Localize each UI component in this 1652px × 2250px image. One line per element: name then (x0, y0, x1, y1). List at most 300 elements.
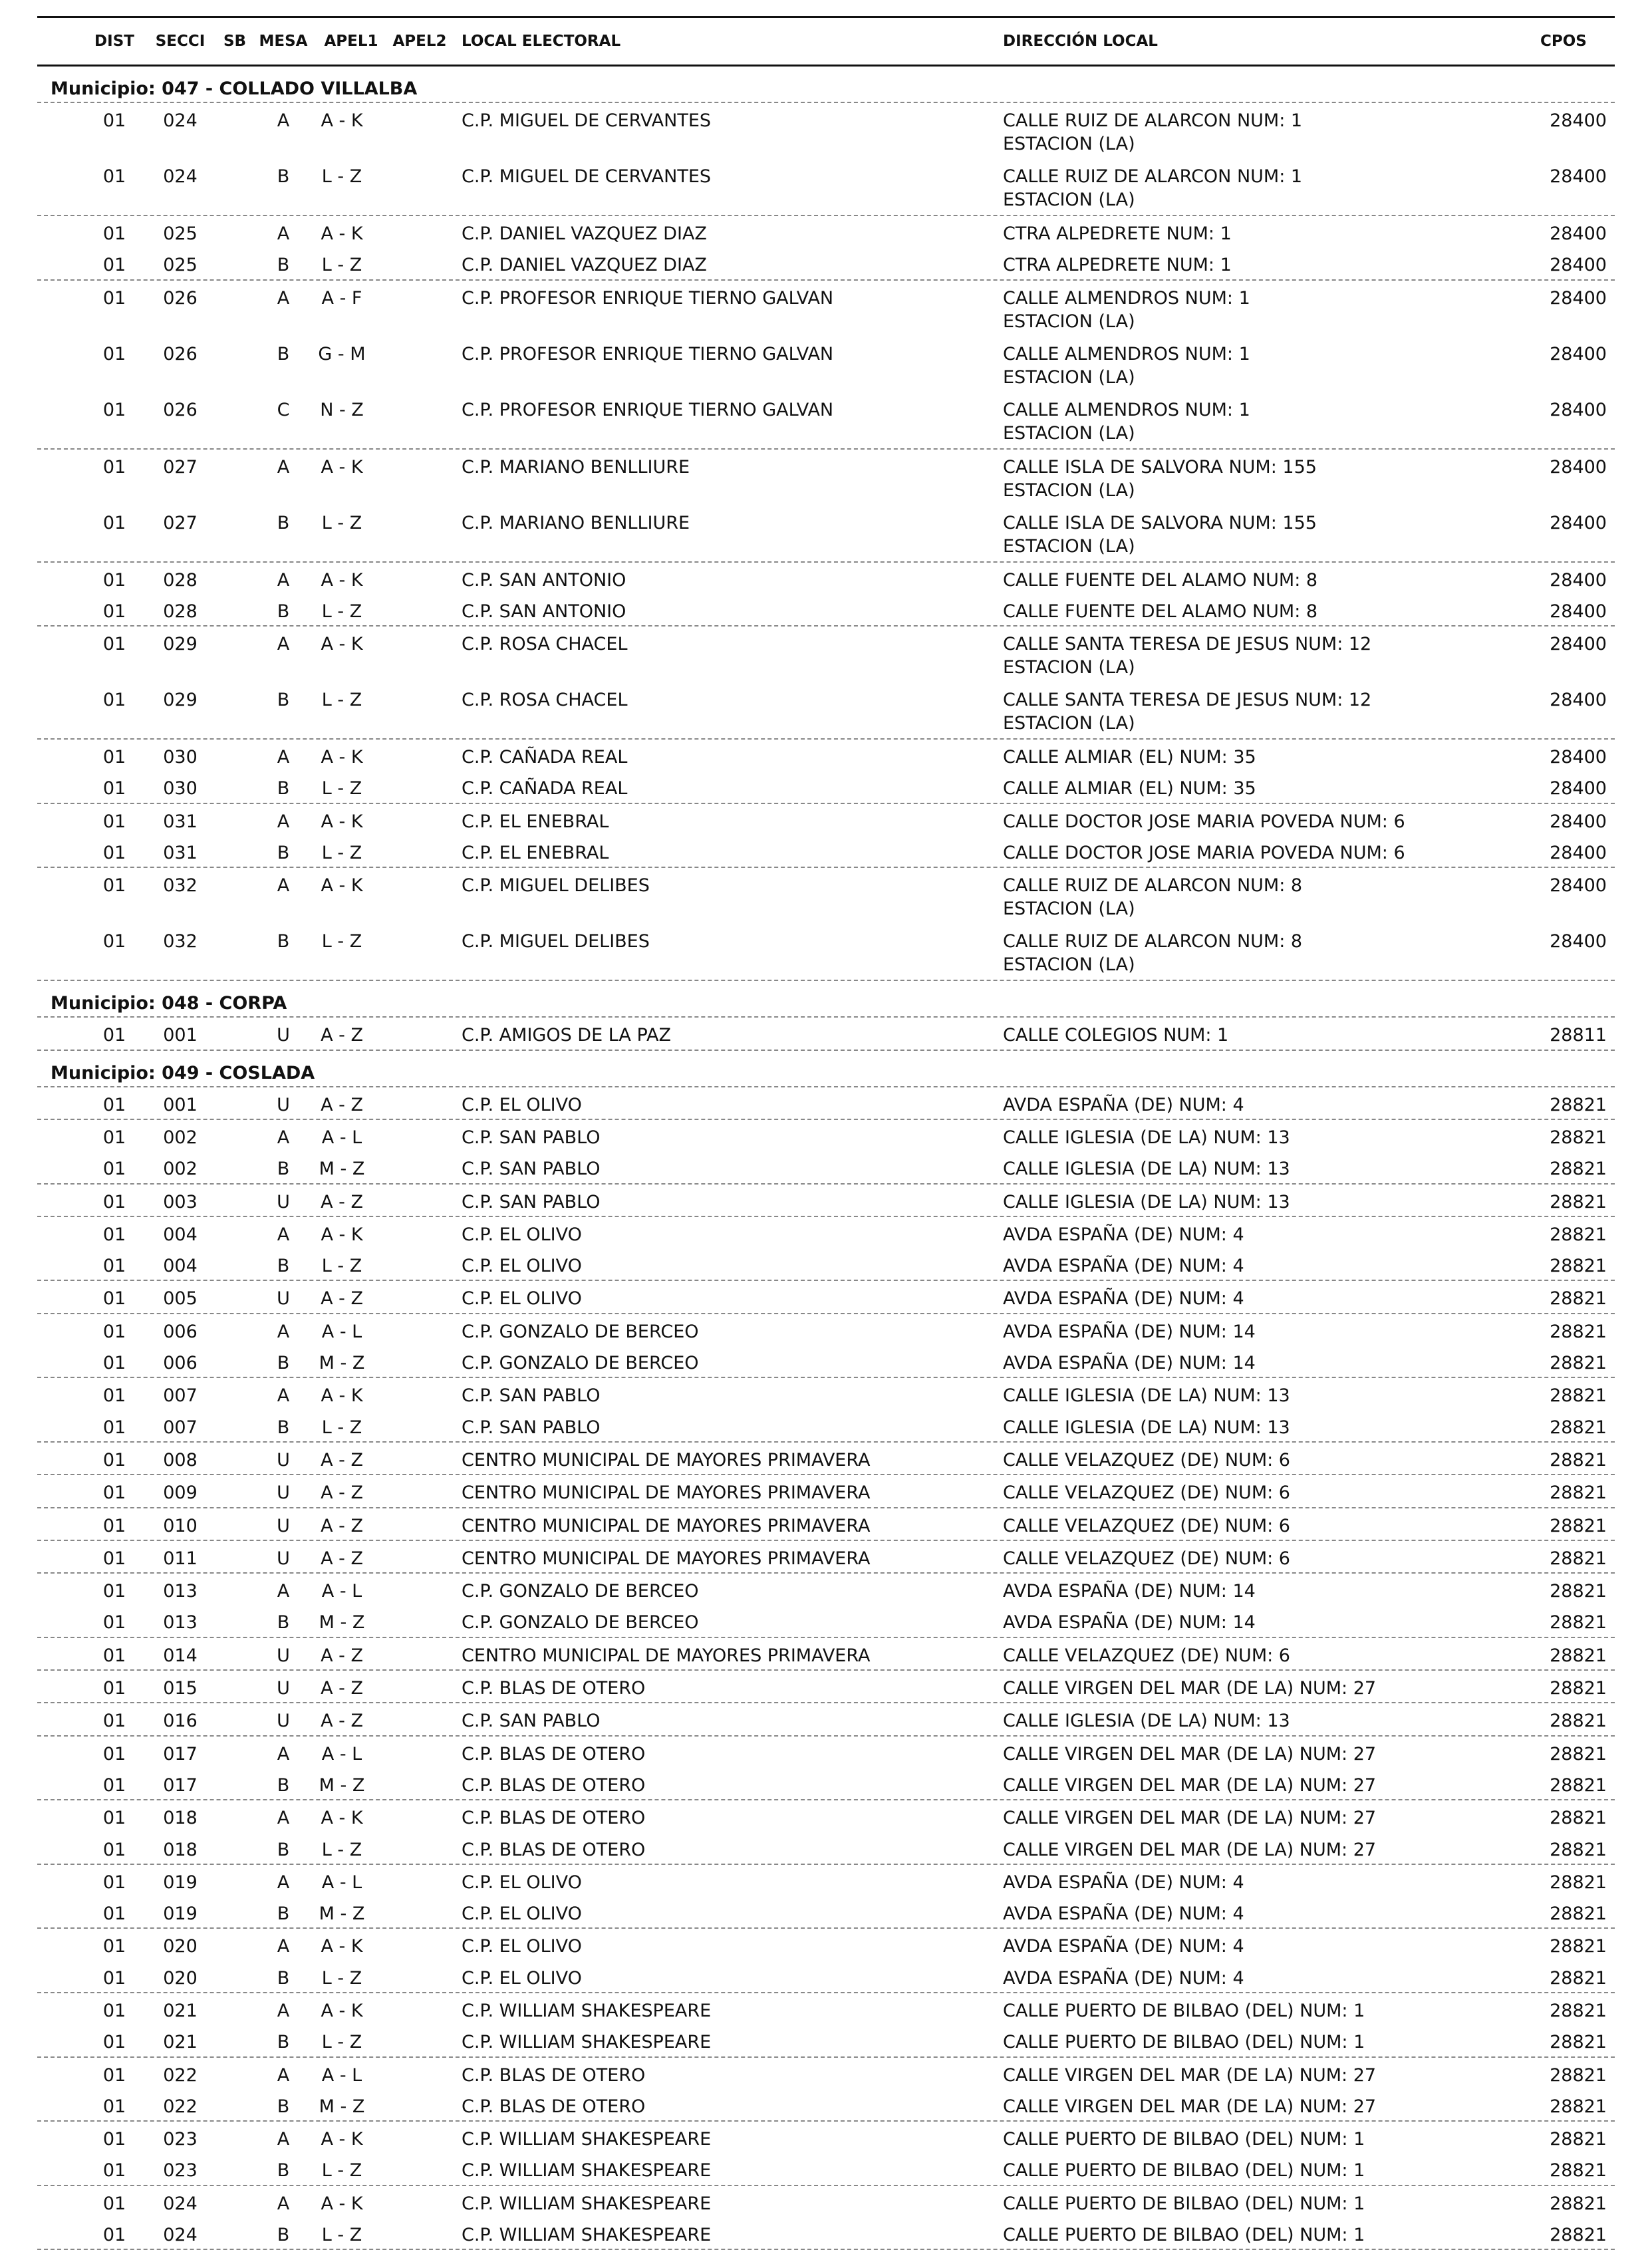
cell-cpos: 28821 (1550, 1774, 1607, 1796)
table-row (37, 804, 1615, 835)
table-row (37, 1248, 1615, 1281)
cell-mesa: A (277, 223, 290, 244)
cell-apel1: L - Z (321, 601, 362, 622)
table-row (37, 740, 1615, 771)
cell-secci: 001 (163, 1025, 198, 1046)
direccion-line: AVDA ESPAÑA (DE) NUM: 14 (1003, 1353, 1256, 1374)
cell-local: C.P. WILLIAM SHAKESPEARE (462, 2000, 712, 2021)
cell-secci: 019 (163, 1903, 198, 1925)
cell-direccion (1003, 1443, 1535, 1472)
cell-dist: 01 (102, 2225, 126, 2246)
cell-cpos: 28821 (1550, 1711, 1607, 1732)
cell-dist: 01 (102, 1872, 126, 1893)
table-row (37, 392, 1615, 450)
cell-apel1: A - K (321, 634, 363, 655)
cell-mesa: B (277, 1967, 290, 1989)
cell-mesa: U (277, 1482, 290, 1504)
table-row (37, 1443, 1615, 1475)
cell-cpos: 28821 (1550, 1936, 1607, 1957)
direccion-line: CALLE ALMIAR (EL) NUM: 35 (1003, 778, 1256, 799)
cell-direccion (1003, 563, 1535, 592)
cell-local: C.P. EL OLIVO (462, 1224, 582, 1245)
cell-dist: 01 (102, 223, 126, 244)
cell-apel1: A - L (321, 2064, 362, 2086)
cell-cpos: 28400 (1550, 601, 1607, 622)
table-row (37, 682, 1615, 740)
cell-dist: 01 (102, 255, 126, 276)
table-row (37, 1018, 1615, 1050)
cell-mesa: B (277, 1256, 290, 1277)
cell-direccion (1003, 1737, 1535, 1766)
direccion-line-2: ESTACION (LA) (1003, 480, 1135, 501)
direccion-line: CALLE VIRGEN DEL MAR (DE LA) NUM: 27 (1003, 1808, 1377, 1829)
table-row (37, 1703, 1615, 1736)
table-row (37, 159, 1615, 216)
cell-dist: 01 (102, 931, 126, 952)
table-row (37, 1541, 1615, 1574)
cell-local: C.P. EL OLIVO (462, 1094, 582, 1115)
direccion-line: CALLE VIRGEN DEL MAR (DE LA) NUM: 27 (1003, 2096, 1377, 2117)
cell-secci: 026 (163, 343, 198, 364)
cell-direccion (1003, 1345, 1535, 1375)
direccion-line: AVDA ESPAÑA (DE) NUM: 14 (1003, 1581, 1256, 1602)
cell-dist: 01 (102, 811, 126, 832)
cell-local: C.P. WILLIAM SHAKESPEARE (462, 2032, 712, 2053)
cell-local: C.P. EL OLIVO (462, 1936, 582, 1957)
cell-apel1: A - L (321, 1581, 362, 1602)
table-row (37, 450, 1615, 505)
header-direccion: DIRECCIÓN LOCAL (1003, 33, 1158, 50)
cell-direccion (1003, 1185, 1535, 1214)
cell-apel1: A - Z (321, 1025, 363, 1046)
cell-local: C.P. MARIANO BENLLIURE (462, 512, 690, 533)
cell-direccion (1003, 1410, 1535, 1439)
cell-direccion (1003, 2089, 1535, 2118)
cell-apel1: A - K (321, 2193, 363, 2214)
cell-direccion (1003, 1541, 1535, 1570)
cell-cpos: 28821 (1550, 1645, 1607, 1666)
cell-apel1: M - Z (319, 2096, 365, 2117)
municipio-heading (37, 67, 1615, 103)
cell-direccion (1003, 835, 1535, 865)
direccion-line: CALLE VELAZQUEZ (DE) NUM: 6 (1003, 1449, 1290, 1471)
table-row (37, 835, 1615, 868)
direccion-line: CALLE PUERTO DE BILBAO (DEL) NUM: 1 (1003, 2160, 1365, 2181)
cell-mesa: A (277, 456, 290, 478)
direccion-line: AVDA ESPAÑA (DE) NUM: 4 (1003, 1224, 1244, 1245)
cell-apel1: L - Z (321, 843, 362, 864)
cell-mesa: B (277, 2160, 290, 2181)
table-row (37, 1410, 1615, 1443)
cell-local: C.P. MIGUEL DELIBES (462, 931, 650, 952)
cell-dist: 01 (102, 634, 126, 655)
cell-mesa: C (277, 399, 290, 420)
cell-secci: 029 (163, 690, 198, 711)
cell-local: C.P. MIGUEL DE CERVANTES (462, 166, 712, 187)
cell-dist: 01 (102, 747, 126, 768)
header-sb: SB (223, 33, 247, 50)
cell-dist: 01 (102, 1548, 126, 1569)
cell-apel1: L - Z (321, 2160, 362, 2181)
direccion-line: CALLE VELAZQUEZ (DE) NUM: 6 (1003, 1645, 1290, 1666)
cell-cpos: 28821 (1550, 1353, 1607, 1374)
cell-local: C.P. BLAS DE OTERO (462, 1774, 646, 1796)
table-row (37, 1605, 1615, 1637)
cell-direccion (1003, 1896, 1535, 1925)
table-body (37, 67, 1615, 2250)
cell-local: C.P. BLAS DE OTERO (462, 2064, 646, 2086)
cell-local: C.P. EL OLIVO (462, 1967, 582, 1989)
table-row (37, 2153, 1615, 2185)
cell-mesa: A (277, 2129, 290, 2150)
cell-secci: 027 (163, 512, 198, 533)
cell-mesa: U (277, 1025, 290, 1046)
cell-apel1: L - Z (321, 2225, 362, 2246)
cell-local: C.P. SAN PABLO (462, 1191, 601, 1212)
cell-secci: 021 (163, 2032, 198, 2053)
cell-mesa: B (277, 1159, 290, 1180)
cell-dist: 01 (102, 1808, 126, 1829)
cell-local: C.P. SAN PABLO (462, 1711, 601, 1732)
cell-direccion (1003, 682, 1535, 735)
direccion-line: AVDA ESPAÑA (DE) NUM: 14 (1003, 1321, 1256, 1342)
cell-direccion (1003, 1671, 1535, 1700)
direccion-line: CALLE ALMIAR (EL) NUM: 35 (1003, 747, 1256, 768)
cell-mesa: B (277, 2225, 290, 2246)
cell-secci: 020 (163, 1967, 198, 1989)
cell-cpos: 28400 (1550, 343, 1607, 364)
cell-secci: 011 (163, 1548, 198, 1569)
cell-secci: 018 (163, 1839, 198, 1860)
cell-apel1: A - L (321, 1127, 362, 1148)
cell-secci: 008 (163, 1449, 198, 1471)
direccion-line-2: ESTACION (LA) (1003, 134, 1135, 154)
cell-cpos: 28821 (1550, 1094, 1607, 1115)
direccion-line: CALLE ISLA DE SALVORA NUM: 155 (1003, 512, 1317, 533)
table-row (37, 1508, 1615, 1541)
cell-local: C.P. DANIEL VAZQUEZ DIAZ (462, 255, 707, 276)
cell-secci: 018 (163, 1808, 198, 1829)
cell-direccion (1003, 804, 1535, 833)
cell-dist: 01 (102, 1417, 126, 1438)
cell-dist: 01 (102, 1515, 126, 1536)
table-row (37, 1217, 1615, 1248)
direccion-line: CALLE VIRGEN DEL MAR (DE LA) NUM: 27 (1003, 1774, 1377, 1796)
cell-direccion (1003, 2122, 1535, 2151)
table-row (37, 1345, 1615, 1378)
table-row (37, 563, 1615, 594)
direccion-line: CALLE RUIZ DE ALARCON NUM: 8 (1003, 931, 1303, 952)
cell-dist: 01 (102, 1612, 126, 1633)
cell-mesa: U (277, 1094, 290, 1115)
cell-apel1: A - K (321, 2129, 363, 2150)
cell-local: C.P. BLAS DE OTERO (462, 1808, 646, 1829)
cell-secci: 030 (163, 747, 198, 768)
cell-cpos: 28821 (1550, 2000, 1607, 2021)
cell-local: C.P. DANIEL VAZQUEZ DIAZ (462, 223, 707, 244)
cell-cpos: 28821 (1550, 1449, 1607, 1471)
direccion-line: CALLE IGLESIA (DE LA) NUM: 13 (1003, 1127, 1290, 1148)
cell-local: C.P. EL OLIVO (462, 1256, 582, 1277)
municipio-label: Municipio: 047 - COLLADO VILLALBA (51, 78, 418, 99)
cell-dist: 01 (102, 1224, 126, 1245)
cell-mesa: A (277, 875, 290, 897)
cell-apel1: A - Z (321, 1094, 363, 1115)
cell-cpos: 28821 (1550, 1224, 1607, 1245)
cell-apel1: L - Z (321, 512, 362, 533)
cell-apel1: A - F (321, 287, 362, 309)
direccion-line: CALLE ALMENDROS NUM: 1 (1003, 343, 1250, 364)
header-local: LOCAL ELECTORAL (462, 33, 621, 50)
cell-mesa: U (277, 1191, 290, 1212)
cell-apel1: A - K (321, 1224, 363, 1245)
direccion-line-2: ESTACION (LA) (1003, 657, 1135, 678)
cell-secci: 015 (163, 1678, 198, 1699)
cell-dist: 01 (102, 343, 126, 364)
municipio-label: Municipio: 048 - CORPA (51, 993, 287, 1014)
cell-dist: 01 (102, 1025, 126, 1046)
cell-secci: 004 (163, 1256, 198, 1277)
direccion-line: CALLE FUENTE DEL ALAMO NUM: 8 (1003, 601, 1318, 622)
cell-secci: 006 (163, 1321, 198, 1342)
cell-cpos: 28400 (1550, 569, 1607, 591)
cell-dist: 01 (102, 2000, 126, 2021)
direccion-line-2: ESTACION (LA) (1003, 713, 1135, 734)
cell-mesa: A (277, 1581, 290, 1602)
cell-cpos: 28400 (1550, 456, 1607, 478)
cell-secci: 022 (163, 2064, 198, 2086)
direccion-line: AVDA ESPAÑA (DE) NUM: 4 (1003, 1256, 1244, 1277)
cell-local: C.P. GONZALO DE BERCEO (462, 1612, 699, 1633)
cell-mesa: B (277, 1903, 290, 1925)
cell-mesa: B (277, 843, 290, 864)
cell-dist: 01 (102, 1094, 126, 1115)
table-row (37, 247, 1615, 280)
cell-cpos: 28821 (1550, 1808, 1607, 1829)
cell-direccion (1003, 1865, 1535, 1894)
cell-dist: 01 (102, 1385, 126, 1407)
direccion-line: CALLE PUERTO DE BILBAO (DEL) NUM: 1 (1003, 2000, 1365, 2021)
direccion-line: AVDA ESPAÑA (DE) NUM: 14 (1003, 1612, 1256, 1633)
cell-local: C.P. EL ENEBRAL (462, 843, 609, 864)
cell-mesa: U (277, 1711, 290, 1732)
cell-secci: 019 (163, 1872, 198, 1893)
direccion-line-2: ESTACION (LA) (1003, 422, 1135, 444)
cell-cpos: 28821 (1550, 1288, 1607, 1310)
cell-mesa: A (277, 1127, 290, 1148)
cell-secci: 013 (163, 1581, 198, 1602)
direccion-line: CALLE IGLESIA (DE LA) NUM: 13 (1003, 1417, 1290, 1438)
cell-dist: 01 (102, 1774, 126, 1796)
cell-direccion (1003, 627, 1535, 679)
cell-dist: 01 (102, 1127, 126, 1148)
cell-cpos: 28400 (1550, 811, 1607, 832)
cell-apel1: M - Z (319, 1903, 365, 1925)
direccion-line: CALLE VELAZQUEZ (DE) NUM: 6 (1003, 1548, 1290, 1569)
cell-dist: 01 (102, 2193, 126, 2214)
table-row (37, 924, 1615, 981)
cell-secci: 024 (163, 2193, 198, 2214)
direccion-line: CTRA ALPEDRETE NUM: 1 (1003, 255, 1232, 276)
cell-apel1: A - K (321, 1936, 363, 1957)
cell-mesa: U (277, 1515, 290, 1536)
cell-local: C.P. GONZALO DE BERCEO (462, 1321, 699, 1342)
cell-mesa: B (277, 778, 290, 799)
cell-secci: 028 (163, 569, 198, 591)
cell-apel1: A - K (321, 1385, 363, 1407)
direccion-line: AVDA ESPAÑA (DE) NUM: 4 (1003, 1872, 1244, 1893)
table-row (37, 2089, 1615, 2122)
direccion-line: CALLE PUERTO DE BILBAO (DEL) NUM: 1 (1003, 2129, 1365, 2150)
cell-local: C.P. GONZALO DE BERCEO (462, 1353, 699, 1374)
cell-dist: 01 (102, 1711, 126, 1732)
cell-secci: 001 (163, 1094, 198, 1115)
cell-direccion (1003, 216, 1535, 245)
cell-dist: 01 (102, 512, 126, 533)
table-row (37, 281, 1615, 337)
table-row (37, 216, 1615, 247)
cell-dist: 01 (102, 2160, 126, 2181)
direccion-line: CALLE IGLESIA (DE LA) NUM: 13 (1003, 1711, 1290, 1732)
cell-dist: 01 (102, 1936, 126, 1957)
cell-secci: 032 (163, 875, 198, 897)
cell-apel1: M - Z (319, 1159, 365, 1180)
cell-secci: 007 (163, 1385, 198, 1407)
cell-apel1: L - Z (321, 690, 362, 711)
cell-cpos: 28821 (1550, 1515, 1607, 1536)
cell-secci: 017 (163, 1743, 198, 1764)
cell-local: C.P. MIGUEL DE CERVANTES (462, 110, 712, 131)
cell-direccion (1003, 1574, 1535, 1603)
direccion-line: CALLE COLEGIOS NUM: 1 (1003, 1025, 1229, 1046)
cell-direccion (1003, 1217, 1535, 1246)
cell-apel1: A - K (321, 456, 363, 478)
cell-cpos: 28400 (1550, 255, 1607, 276)
table-row (37, 1737, 1615, 1768)
direccion-line: CALLE PUERTO DE BILBAO (DEL) NUM: 1 (1003, 2225, 1365, 2246)
table-row (37, 103, 1615, 159)
cell-apel1: A - L (321, 1321, 362, 1342)
header-apel2: APEL2 (392, 33, 447, 50)
cell-dist: 01 (102, 1159, 126, 1180)
table-row (37, 1574, 1615, 1605)
cell-local: C.P. CAÑADA REAL (462, 778, 628, 799)
cell-cpos: 28400 (1550, 931, 1607, 952)
cell-dist: 01 (102, 1645, 126, 1666)
cell-local: C.P. GONZALO DE BERCEO (462, 1581, 699, 1602)
cell-cpos: 28821 (1550, 1967, 1607, 1989)
cell-cpos: 28821 (1550, 1839, 1607, 1860)
cell-apel1: A - K (321, 811, 363, 832)
cell-local: C.P. PROFESOR ENRIQUE TIERNO GALVAN (462, 343, 834, 364)
cell-secci: 025 (163, 223, 198, 244)
cell-secci: 027 (163, 456, 198, 478)
cell-dist: 01 (102, 1743, 126, 1764)
direccion-line: AVDA ESPAÑA (DE) NUM: 4 (1003, 1967, 1244, 1989)
cell-mesa: A (277, 1872, 290, 1893)
cell-local: CENTRO MUNICIPAL DE MAYORES PRIMAVERA (462, 1515, 871, 1536)
cell-direccion (1003, 1638, 1535, 1667)
cell-apel1: A - L (321, 1743, 362, 1764)
cell-mesa: A (277, 811, 290, 832)
header-apel1: APEL1 (324, 33, 378, 50)
cell-local: CENTRO MUNICIPAL DE MAYORES PRIMAVERA (462, 1449, 871, 1471)
cell-cpos: 28821 (1550, 1321, 1607, 1342)
cell-direccion (1003, 868, 1535, 920)
cell-mesa: A (277, 2064, 290, 2086)
cell-local: C.P. BLAS DE OTERO (462, 1839, 646, 1860)
cell-mesa: B (277, 343, 290, 364)
cell-cpos: 28821 (1550, 1743, 1607, 1764)
table-row (37, 1314, 1615, 1345)
cell-direccion (1003, 159, 1535, 211)
cell-dist: 01 (102, 1482, 126, 1504)
cell-secci: 013 (163, 1612, 198, 1633)
cell-apel1: A - K (321, 875, 363, 897)
cell-apel1: A - Z (321, 1548, 363, 1569)
cell-local: C.P. BLAS DE OTERO (462, 2096, 646, 2117)
cell-dist: 01 (102, 690, 126, 711)
cell-secci: 024 (163, 166, 198, 187)
cell-secci: 010 (163, 1515, 198, 1536)
cell-local: C.P. WILLIAM SHAKESPEARE (462, 2129, 712, 2150)
cell-mesa: A (277, 287, 290, 309)
cell-local: C.P. AMIGOS DE LA PAZ (462, 1025, 671, 1046)
table-row (37, 1961, 1615, 1993)
cell-mesa: B (277, 512, 290, 533)
cell-dist: 01 (102, 110, 126, 131)
cell-dist: 01 (102, 2032, 126, 2053)
cell-cpos: 28400 (1550, 875, 1607, 897)
direccion-line: CALLE PUERTO DE BILBAO (DEL) NUM: 1 (1003, 2032, 1365, 2053)
cell-dist: 01 (102, 1256, 126, 1277)
cell-mesa: B (277, 1612, 290, 1633)
cell-direccion (1003, 1087, 1535, 1117)
table-row (37, 1768, 1615, 1800)
cell-mesa: U (277, 1678, 290, 1699)
cell-mesa: B (277, 1353, 290, 1374)
cell-cpos: 28821 (1550, 2032, 1607, 2053)
cell-direccion (1003, 505, 1535, 558)
cell-local: C.P. EL ENEBRAL (462, 811, 609, 832)
table-row (37, 1185, 1615, 1217)
cell-mesa: A (277, 1321, 290, 1342)
cell-apel1: A - K (321, 110, 363, 131)
cell-secci: 020 (163, 1936, 198, 1957)
cell-cpos: 28821 (1550, 1548, 1607, 1569)
direccion-line: CALLE FUENTE DEL ALAMO NUM: 8 (1003, 569, 1318, 591)
cell-mesa: B (277, 1839, 290, 1860)
cell-apel1: N - Z (320, 399, 364, 420)
cell-direccion (1003, 1929, 1535, 1958)
cell-mesa: A (277, 1808, 290, 1829)
cell-direccion (1003, 247, 1535, 277)
direccion-line: CALLE VIRGEN DEL MAR (DE LA) NUM: 27 (1003, 1743, 1377, 1764)
direccion-line: CALLE VELAZQUEZ (DE) NUM: 6 (1003, 1482, 1290, 1504)
table-row (37, 1865, 1615, 1896)
cell-apel1: A - Z (321, 1482, 363, 1504)
cell-apel1: A - K (321, 569, 363, 591)
cell-apel1: A - K (321, 747, 363, 768)
cell-dist: 01 (102, 843, 126, 864)
cell-dist: 01 (102, 2129, 126, 2150)
cell-cpos: 28821 (1550, 2160, 1607, 2181)
cell-cpos: 28811 (1550, 1025, 1607, 1046)
cell-secci: 032 (163, 931, 198, 952)
cell-cpos: 28400 (1550, 223, 1607, 244)
cell-cpos: 28821 (1550, 1872, 1607, 1893)
cell-direccion (1003, 1800, 1535, 1830)
